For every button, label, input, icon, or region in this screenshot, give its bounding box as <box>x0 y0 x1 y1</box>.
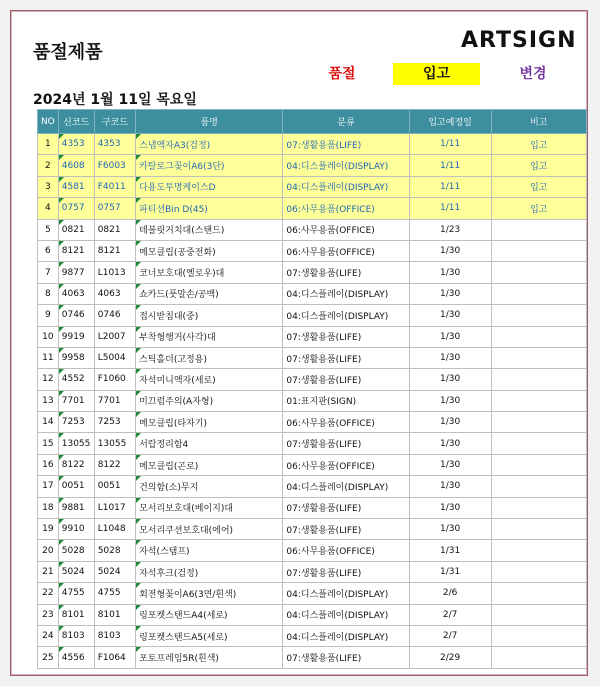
cell-category: 06:사무용품(OFFICE) <box>283 540 409 561</box>
cell-old-code: L1048 <box>94 519 135 540</box>
cell-no: 9 <box>38 305 59 326</box>
cell-no: 24 <box>38 625 59 646</box>
cell-product-name: 메모클립(타자기) <box>136 412 283 433</box>
cell-product-name: 스냅액자A3(검정) <box>136 134 283 155</box>
cell-note <box>491 647 586 668</box>
col-header-old-code: 구코드 <box>94 110 135 134</box>
cell-category: 06:사무용품(OFFICE) <box>283 240 409 261</box>
table-row <box>38 497 587 518</box>
cell-no: 25 <box>38 647 59 668</box>
cell-new-code: 4608 <box>58 155 94 176</box>
cell-product-name: 코너보호대(옐로우)대 <box>136 262 283 283</box>
cell-category: 07:생활용품(LIFE) <box>283 347 409 368</box>
table-row <box>38 262 587 283</box>
cell-product-name: 서랍정리함4 <box>136 433 283 454</box>
cell-new-code: 4755 <box>58 583 94 604</box>
cell-category: 07:생활용품(LIFE) <box>283 647 409 668</box>
cell-no: 19 <box>38 519 59 540</box>
cell-product-name: 모서리쿠션보호대(에어) <box>136 519 283 540</box>
cell-product-name: 자석(스탬프) <box>136 540 283 561</box>
cell-old-code: L2007 <box>94 326 135 347</box>
cell-new-code: 0051 <box>58 476 94 497</box>
cell-eta: 1/30 <box>409 476 491 497</box>
cell-note <box>491 583 586 604</box>
table-row <box>38 134 587 155</box>
cell-product-name: 스틱홀더(고정용) <box>136 347 283 368</box>
cell-note <box>491 433 586 454</box>
cell-no: 3 <box>38 176 59 197</box>
table-row <box>38 240 587 261</box>
cell-eta: 2/7 <box>409 604 491 625</box>
cell-product-name: 건의함(소)무지 <box>136 476 283 497</box>
cell-product-name: 포토프레임5R(흰색) <box>136 647 283 668</box>
cell-product-name: 파티션Bin D(45) <box>136 198 283 219</box>
report-date: 2024년 1월 11일 목요일 <box>33 92 197 108</box>
cell-category: 04:디스플레이(DISPLAY) <box>283 604 409 625</box>
cell-product-name: 자석미니액자(세로) <box>136 369 283 390</box>
table-row <box>38 519 587 540</box>
cell-eta: 1/11 <box>409 155 491 176</box>
cell-old-code: 4063 <box>94 283 135 304</box>
cell-new-code: 0757 <box>58 198 94 219</box>
col-header-no: NO <box>38 110 59 134</box>
cell-note <box>491 369 586 390</box>
cell-category: 04:디스플레이(DISPLAY) <box>283 155 409 176</box>
cell-new-code: 4353 <box>58 134 94 155</box>
cell-old-code: L1013 <box>94 262 135 283</box>
cell-note <box>491 412 586 433</box>
out-of-stock-table <box>37 109 587 669</box>
cell-no: 14 <box>38 412 59 433</box>
cell-note <box>491 497 586 518</box>
cell-product-name: 메모클립(공중전화) <box>136 240 283 261</box>
cell-note <box>491 476 586 497</box>
cell-product-name: 링포켓스탠드A4(세로) <box>136 604 283 625</box>
cell-old-code: 4353 <box>94 134 135 155</box>
legend-changed: 변경 <box>519 66 547 82</box>
cell-eta: 1/30 <box>409 497 491 518</box>
cell-eta: 2/6 <box>409 583 491 604</box>
table-row <box>38 219 587 240</box>
cell-product-name: 접시받침대(중) <box>136 305 283 326</box>
cell-no: 8 <box>38 283 59 304</box>
cell-no: 18 <box>38 497 59 518</box>
cell-eta: 1/30 <box>409 369 491 390</box>
table-row <box>38 583 587 604</box>
table-row <box>38 347 587 368</box>
cell-product-name: 자석후크(검정) <box>136 561 283 582</box>
cell-old-code: L5004 <box>94 347 135 368</box>
col-header-name: 품명 <box>136 110 283 134</box>
cell-eta: 1/30 <box>409 433 491 454</box>
cell-note <box>491 604 586 625</box>
cell-new-code: 13055 <box>58 433 94 454</box>
cell-old-code: 0821 <box>94 219 135 240</box>
cell-product-name: 쇼카드(풋말손/공백) <box>136 283 283 304</box>
cell-eta: 1/11 <box>409 134 491 155</box>
cell-product-name: 미끄럼주의(A자형) <box>136 390 283 411</box>
cell-category: 06:사무용품(OFFICE) <box>283 219 409 240</box>
cell-note <box>491 347 586 368</box>
report-sheet <box>10 10 588 676</box>
cell-note: 입고 <box>491 198 586 219</box>
table-row <box>38 305 587 326</box>
cell-no: 12 <box>38 369 59 390</box>
table-row <box>38 390 587 411</box>
cell-category: 06:사무용품(OFFICE) <box>283 198 409 219</box>
cell-new-code: 8101 <box>58 604 94 625</box>
table-row <box>38 604 587 625</box>
cell-eta: 1/30 <box>409 283 491 304</box>
cell-category: 06:사무용품(OFFICE) <box>283 412 409 433</box>
cell-product-name: 카탈로그꽂이A6(3단) <box>136 155 283 176</box>
cell-note <box>491 625 586 646</box>
cell-old-code: 8101 <box>94 604 135 625</box>
cell-category: 07:생활용품(LIFE) <box>283 433 409 454</box>
cell-eta: 1/23 <box>409 219 491 240</box>
cell-eta: 2/29 <box>409 647 491 668</box>
cell-old-code: 8103 <box>94 625 135 646</box>
cell-eta: 1/30 <box>409 390 491 411</box>
cell-old-code: 7701 <box>94 390 135 411</box>
cell-no: 11 <box>38 347 59 368</box>
cell-old-code: F1064 <box>94 647 135 668</box>
cell-old-code: 7253 <box>94 412 135 433</box>
cell-no: 16 <box>38 454 59 475</box>
table-row <box>38 155 587 176</box>
cell-new-code: 4063 <box>58 283 94 304</box>
cell-old-code: 0746 <box>94 305 135 326</box>
table-row <box>38 412 587 433</box>
cell-old-code: 0051 <box>94 476 135 497</box>
cell-category: 07:생활용품(LIFE) <box>283 369 409 390</box>
cell-eta: 1/11 <box>409 198 491 219</box>
cell-category: 07:생활용품(LIFE) <box>283 262 409 283</box>
cell-category: 07:생활용품(LIFE) <box>283 326 409 347</box>
cell-new-code: 8103 <box>58 625 94 646</box>
cell-new-code: 5024 <box>58 561 94 582</box>
table-row <box>38 283 587 304</box>
cell-no: 13 <box>38 390 59 411</box>
cell-new-code: 9877 <box>58 262 94 283</box>
col-header-new-code: 신코드 <box>58 110 94 134</box>
cell-new-code: 9881 <box>58 497 94 518</box>
cell-category: 04:디스플레이(DISPLAY) <box>283 583 409 604</box>
table-row <box>38 176 587 197</box>
cell-new-code: 8121 <box>58 240 94 261</box>
cell-category: 07:생활용품(LIFE) <box>283 497 409 518</box>
cell-note <box>491 262 586 283</box>
cell-eta: 1/11 <box>409 176 491 197</box>
cell-category: 07:생활용품(LIFE) <box>283 134 409 155</box>
cell-eta: 1/30 <box>409 454 491 475</box>
cell-product-name: 테블릿거치대(스탠드) <box>136 219 283 240</box>
cell-note: 입고 <box>491 155 586 176</box>
cell-old-code: 4755 <box>94 583 135 604</box>
cell-eta: 1/30 <box>409 347 491 368</box>
cell-no: 17 <box>38 476 59 497</box>
cell-category: 06:사무용품(OFFICE) <box>283 454 409 475</box>
cell-old-code: 0757 <box>94 198 135 219</box>
cell-note <box>491 561 586 582</box>
cell-no: 21 <box>38 561 59 582</box>
cell-old-code: F4011 <box>94 176 135 197</box>
cell-no: 20 <box>38 540 59 561</box>
cell-category: 04:디스플레이(DISPLAY) <box>283 283 409 304</box>
cell-note <box>491 454 586 475</box>
legend-out-of-stock: 품절 <box>328 66 356 82</box>
table-row <box>38 326 587 347</box>
cell-category: 04:디스플레이(DISPLAY) <box>283 476 409 497</box>
cell-new-code: 4556 <box>58 647 94 668</box>
cell-note: 입고 <box>491 176 586 197</box>
cell-new-code: 0746 <box>58 305 94 326</box>
cell-no: 5 <box>38 219 59 240</box>
cell-eta: 2/7 <box>409 625 491 646</box>
page-title: 품절제품 <box>33 42 103 63</box>
table-row <box>38 540 587 561</box>
cell-category: 07:생활용품(LIFE) <box>283 561 409 582</box>
cell-no: 22 <box>38 583 59 604</box>
table-row <box>38 433 587 454</box>
cell-note <box>491 305 586 326</box>
cell-no: 15 <box>38 433 59 454</box>
cell-product-name: 링포켓스탠드A5(세로) <box>136 625 283 646</box>
cell-old-code: F1060 <box>94 369 135 390</box>
cell-old-code: 5028 <box>94 540 135 561</box>
brand-logo-text: ARTSIGN <box>461 28 577 53</box>
col-header-category: 분류 <box>283 110 409 134</box>
table-row <box>38 454 587 475</box>
cell-product-name: 부착형행거(사각)대 <box>136 326 283 347</box>
cell-eta: 1/31 <box>409 561 491 582</box>
cell-product-name: 모서리보호대(베이지)대 <box>136 497 283 518</box>
cell-old-code: F6003 <box>94 155 135 176</box>
cell-old-code: 8121 <box>94 240 135 261</box>
cell-old-code: L1017 <box>94 497 135 518</box>
cell-note <box>491 390 586 411</box>
cell-category: 04:디스플레이(DISPLAY) <box>283 625 409 646</box>
cell-new-code: 7253 <box>58 412 94 433</box>
cell-note <box>491 519 586 540</box>
cell-note <box>491 283 586 304</box>
cell-new-code: 4581 <box>58 176 94 197</box>
cell-old-code: 5024 <box>94 561 135 582</box>
cell-new-code: 9958 <box>58 347 94 368</box>
cell-no: 2 <box>38 155 59 176</box>
cell-new-code: 9919 <box>58 326 94 347</box>
cell-no: 1 <box>38 134 59 155</box>
cell-eta: 1/30 <box>409 412 491 433</box>
col-header-note: 비고 <box>491 110 586 134</box>
cell-new-code: 4552 <box>58 369 94 390</box>
table-row <box>38 625 587 646</box>
cell-category: 01:표지판(SIGN) <box>283 390 409 411</box>
cell-new-code: 9910 <box>58 519 94 540</box>
cell-new-code: 8122 <box>58 454 94 475</box>
cell-note <box>491 240 586 261</box>
legend-incoming: 입고 <box>393 63 480 85</box>
cell-old-code: 8122 <box>94 454 135 475</box>
cell-note <box>491 326 586 347</box>
cell-note <box>491 540 586 561</box>
cell-no: 4 <box>38 198 59 219</box>
col-header-eta: 입고예정일 <box>409 110 491 134</box>
cell-new-code: 7701 <box>58 390 94 411</box>
cell-no: 6 <box>38 240 59 261</box>
cell-no: 10 <box>38 326 59 347</box>
cell-eta: 1/30 <box>409 240 491 261</box>
cell-note <box>491 219 586 240</box>
cell-eta: 1/31 <box>409 540 491 561</box>
cell-product-name: 메모클립(곤로) <box>136 454 283 475</box>
cell-eta: 1/30 <box>409 519 491 540</box>
table-header-row <box>38 110 587 134</box>
cell-new-code: 5028 <box>58 540 94 561</box>
cell-product-name: 다용도투명케이스D <box>136 176 283 197</box>
cell-old-code: 13055 <box>94 433 135 454</box>
table-row <box>38 476 587 497</box>
cell-no: 23 <box>38 604 59 625</box>
cell-eta: 1/30 <box>409 305 491 326</box>
table-row <box>38 561 587 582</box>
cell-eta: 1/30 <box>409 326 491 347</box>
table-row <box>38 647 587 668</box>
cell-new-code: 0821 <box>58 219 94 240</box>
cell-category: 04:디스플레이(DISPLAY) <box>283 176 409 197</box>
cell-no: 7 <box>38 262 59 283</box>
cell-note: 입고 <box>491 134 586 155</box>
cell-category: 07:생활용품(LIFE) <box>283 519 409 540</box>
cell-eta: 1/30 <box>409 262 491 283</box>
table-row <box>38 369 587 390</box>
cell-product-name: 회전형꽂이A6(3면/흰색) <box>136 583 283 604</box>
table-row <box>38 198 587 219</box>
cell-category: 04:디스플레이(DISPLAY) <box>283 305 409 326</box>
